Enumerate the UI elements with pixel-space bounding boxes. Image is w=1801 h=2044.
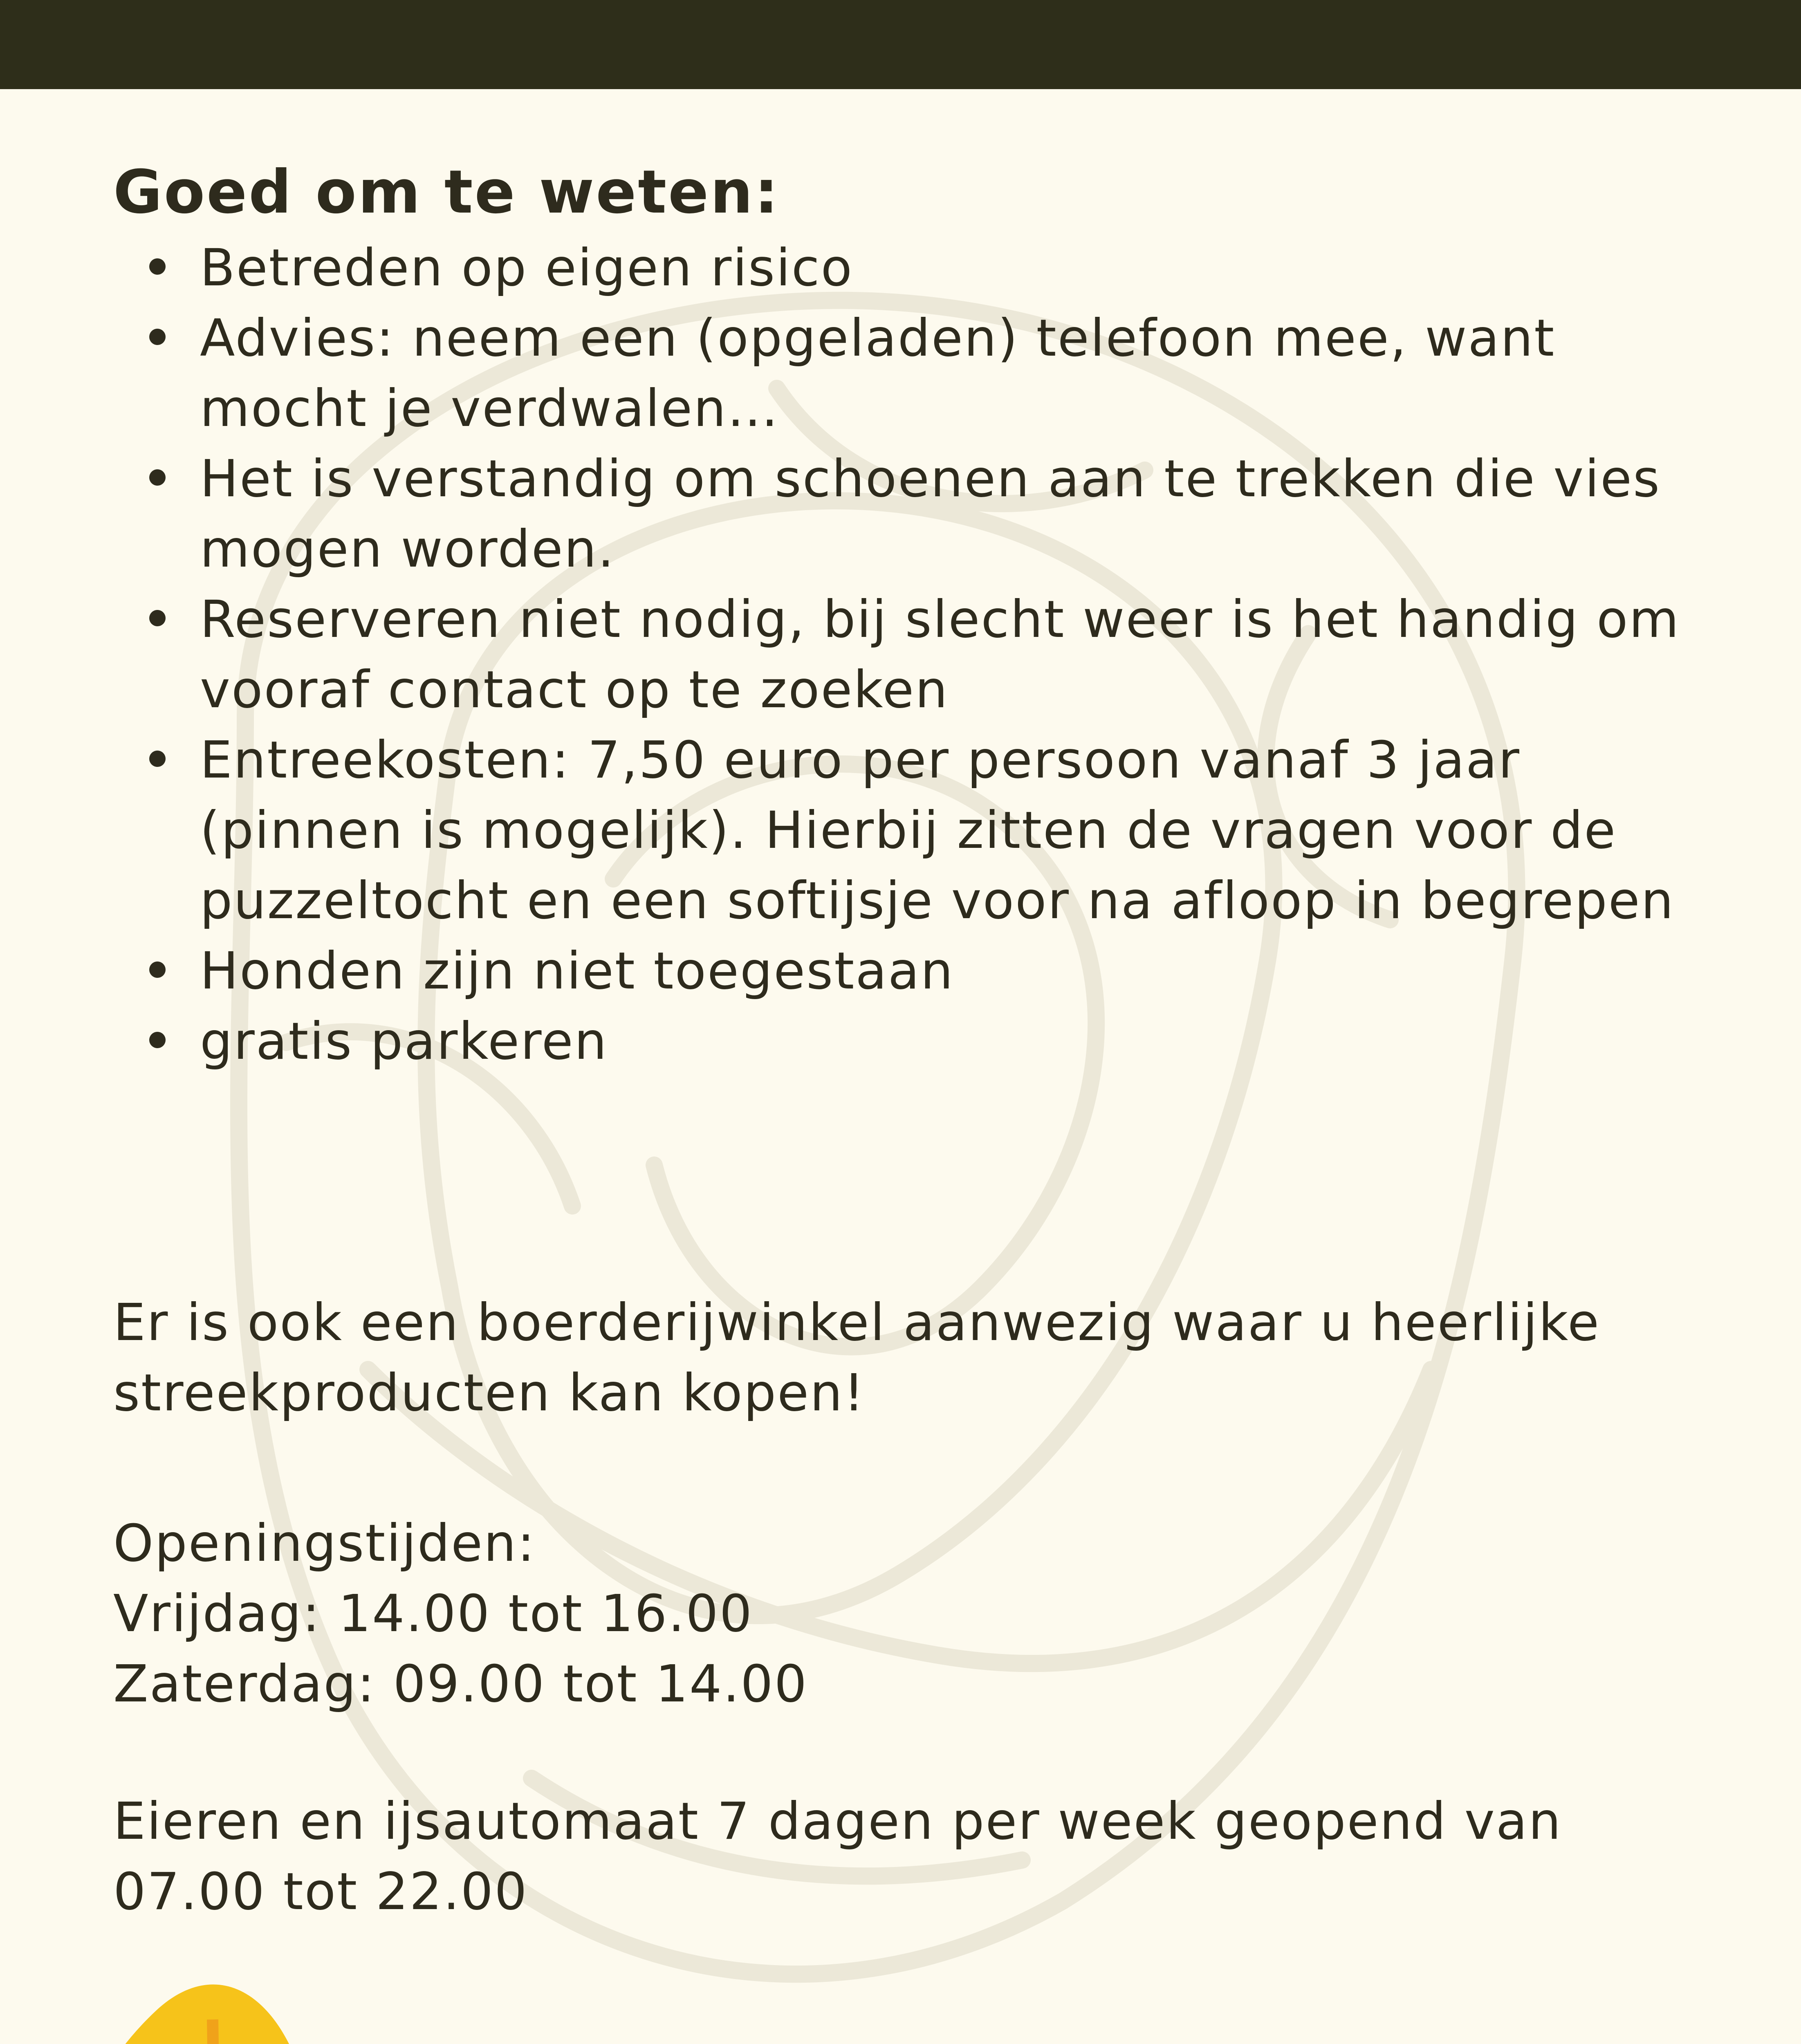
list-item: Advies: neem een (opgeladen) telefoon mee, want mocht je verdwalen… — [113, 303, 1728, 444]
opening-hours-friday: Vrijdag: 14.00 tot 16.00 — [113, 1584, 754, 1643]
list-item: Het is verstandig om schoenen aan te trekken die vies mogen worden. — [113, 444, 1728, 585]
list-item: gratis parkeren — [113, 1006, 1728, 1077]
logo-mascots — [1259, 2036, 1734, 2044]
list-item: Honden zijn niet toegestaan — [113, 936, 1728, 1006]
opening-hours-saturday: Zaterdag: 09.00 tot 14.00 — [113, 1654, 808, 1714]
opening-hours-title: Openingstijden: — [113, 1514, 536, 1573]
info-list — [113, 233, 1728, 1077]
page-title: Goed om te weten: — [113, 157, 780, 227]
corn-illustration — [0, 1930, 450, 2044]
shop-paragraph: Er is ook een boerderijwinkel aanwezig waar u heerlijke streekproducten kan kopen! — [113, 1293, 1600, 1423]
info-section — [113, 151, 1728, 1077]
list-item: Reserveren niet nodig, bij slecht weer is het handig om vooraf contact op te zoeken — [113, 585, 1728, 725]
list-item: Betreden op eigen risico — [113, 233, 1728, 303]
top-bar — [0, 0, 1801, 89]
list-item: Entreekosten: 7,50 euro per persoon vanaf 3 jaar (pinnen is mogelijk). Hierbij zitten de vragen voor de puzzeltocht en een softijsje voor na afloop in begrepen — [113, 725, 1728, 936]
vending-machine-paragraph: Eieren en ijsautomaat 7 dagen per week geopend van 07.00 tot 22.00 — [113, 1792, 1562, 1921]
opening-hours — [113, 1508, 1728, 1719]
